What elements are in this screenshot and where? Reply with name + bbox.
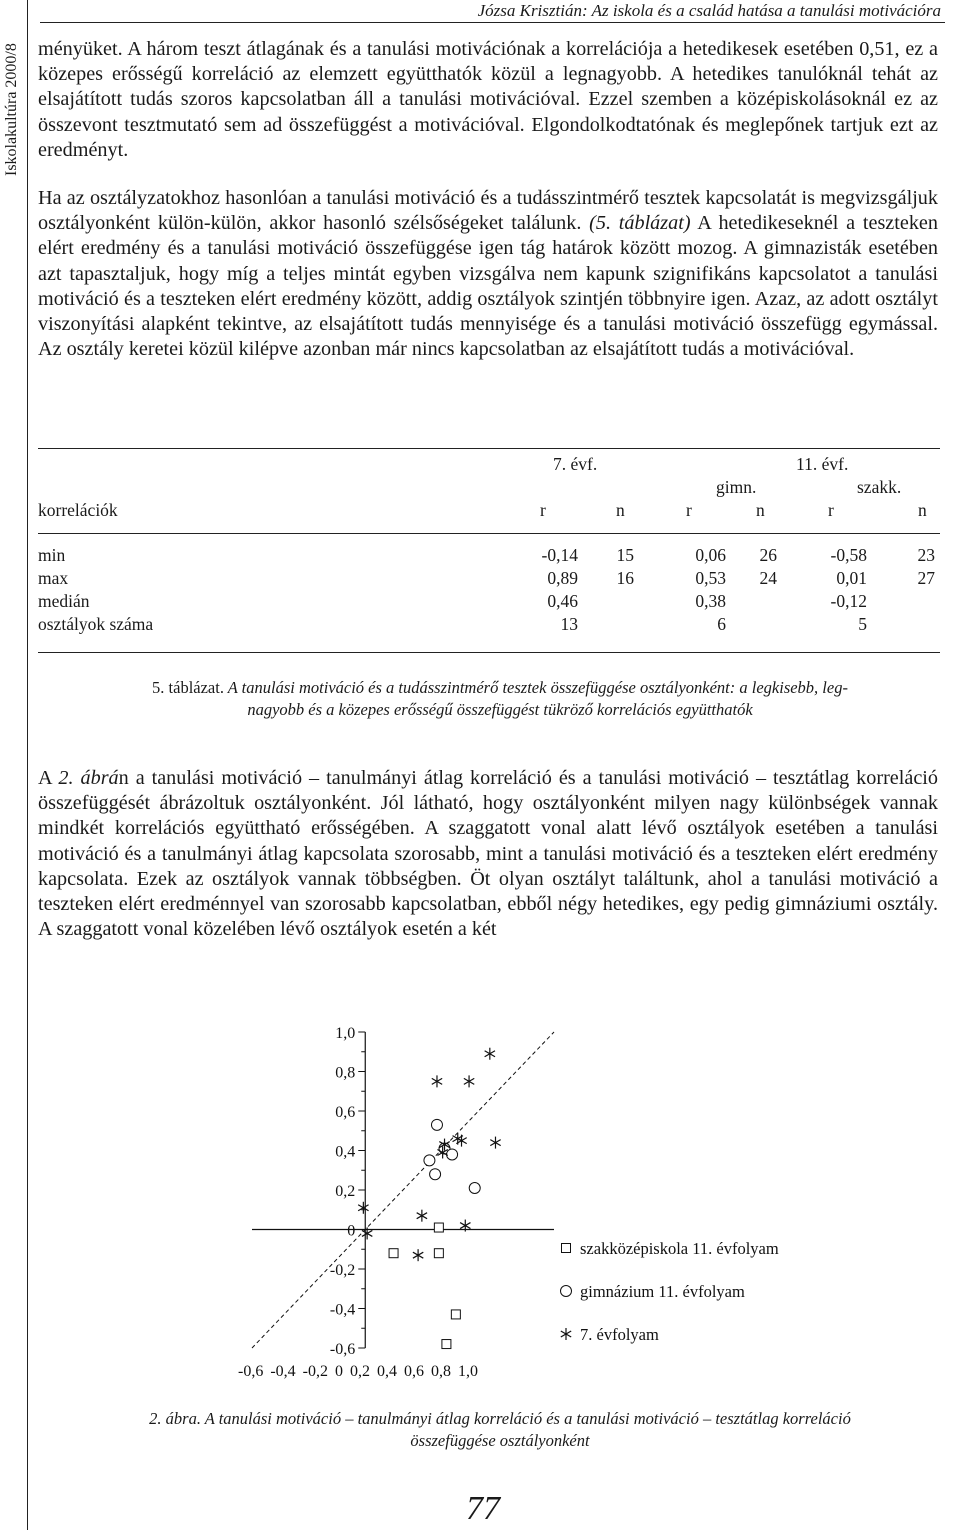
circle-point (447, 1149, 458, 1160)
y-tick-label: 0,4 (335, 1143, 356, 1161)
circle-point (424, 1155, 435, 1166)
table-cell: 0,46 (547, 591, 578, 611)
legend-circle-icon (561, 1286, 572, 1297)
row-label: min (38, 545, 66, 565)
table-cell: 16 (616, 568, 634, 588)
paragraph-1: ményüket. A három teszt átlagának és a tanulási motivációnak a korrelációja a hetedikesek esetében 0,51, ez a közepes erősségű korreláció az elemzett együtthatók közül a legnagyobb. A hetedikes tanulóknál tehát az elsajátított tudás szoros kapcsolatban áll a tanulási motivációval. Ezzel szemben a középiskolásoknál ez az összevont tesztmutató sem ad összefüggést a motivációval. Elgondolkodtatónak és meglepőnek tartjuk ezt az eredményt. (38, 38, 938, 161)
figure-caption-text-2: összefüggése osztályonként (410, 1431, 590, 1450)
table-cell: -0,14 (541, 545, 578, 565)
paragraph-3 (38, 766, 938, 942)
square-point (451, 1310, 460, 1319)
table-top-rule (38, 448, 940, 449)
circle-point (431, 1119, 442, 1130)
table-cell: 0,89 (547, 568, 578, 588)
x-tick-label: 0,8 (430, 1363, 451, 1380)
table-bottom-rule (38, 652, 940, 653)
col-r: r (540, 500, 546, 520)
table-cell: 5 (858, 614, 867, 634)
table-cell: 0,01 (836, 568, 867, 588)
y-tick-label: 0,6 (335, 1104, 356, 1121)
table-caption-text: A tanulási motiváció és a tudásszintmérő tesztek összefüggése osztályonként: a legkisebb, leg- (223, 678, 848, 697)
col-n: n (918, 500, 927, 520)
col-group-szakk: szakk. (857, 477, 902, 497)
col-group-grade11: 11. évf. (796, 454, 849, 474)
page-number: 77 (466, 1490, 500, 1527)
legend-label: 7. évfolyam (580, 1325, 659, 1344)
figure-ref: 2. ábrá (58, 767, 119, 789)
asterisk-point (432, 1075, 442, 1087)
x-tick-label: 0,4 (376, 1363, 397, 1380)
paragraph-2 (38, 186, 938, 362)
square-point (434, 1249, 443, 1258)
square-point (434, 1223, 443, 1232)
figure-caption-text: A tanulási motiváció – tanulmányi átlag korreláció és a tanulási motiváció – tesztátlag korreláció (200, 1409, 851, 1428)
asterisk-point (417, 1210, 427, 1222)
asterisk-point (358, 1202, 368, 1214)
col-r: r (686, 500, 692, 520)
table-cell: -0,12 (830, 591, 867, 611)
scatter-chart (0, 1010, 960, 1410)
table-header-rule (38, 533, 940, 534)
col-group-gimn: gimn. (716, 477, 757, 497)
paragraph-2-text-b: A hetedikeseknél a teszteken elért eredmény és a tanulási motiváció összefüggése igen tág határok között mozog. A gimnazisták esetében azt tapasztaljuk, hogy míg a teljes mintát egyben vizsgálva nem kapunk szignifikáns kapcsolatot a tanulási motiváció és a teszteken elért eredmény között, addig osztályok szintjén többnyire igen. Azaz, az adott osztályt viszonyítási alapként tekintve, az elsajátított tudás mennyisége és a tanulási motiváció összefügg egymással. Az osztály keretei közül kilépve azonban már nincs kapcsolatban az elsajátított tudás a motivációval. (38, 212, 938, 361)
table-cell: 24 (759, 568, 777, 588)
table-caption-text-2: nagyobb és a közepes erősségű összefüggést tükröző korrelációs együtthatók (247, 700, 753, 719)
x-tick-label: -0,6 (238, 1363, 264, 1380)
paragraph-3-text-b: n a tanulási motiváció – tanulmányi átlag korreláció és a tanulási motiváció – tesztátlag korreláció összefüggését ábrázoltuk osztályonként. Jól látható, hogy osztályonként milyen nagy különbségek vannak mindkét korrelációs együttható erősségében. A szaggatott vonal alatt lévő osztályok esetében a tanulási motiváció és a tanulmányi átlag kapcsolata szorosabb, mint a tanulási motiváció és a teszteken elért eredmény kapcsolata. Ezek az osztályok vannak többségben. Öt olyan osztályt találtunk, ahol a tanulási motiváció a teszteken elért eredménnyel van szorosabb kapcsolatban, ebből négy hetedikes, egy pedig gimnáziumi osztály. A szaggatott vonal közelében lévő osztályok esetén a két (38, 767, 938, 941)
paragraph-2-text-a: Ha az osztályzatokhoz hasonlóan a tanulási motiváció és a tudásszintmérő tesztek kapcsolatát is megvizsgáljuk osztályonként külön-külön, akkor hasonló szélsőségeket találunk. (38, 187, 938, 235)
y-tick-label: 1,0 (335, 1025, 356, 1042)
col-group-grade7: 7. évf. (553, 454, 598, 474)
x-tick-label: 0,6 (403, 1363, 424, 1380)
table-cell: 6 (717, 614, 726, 634)
col-n: n (616, 500, 625, 520)
y-tick-label: -0,2 (329, 1262, 356, 1279)
col-n: n (756, 500, 765, 520)
journal-label: Iskolakultúra 2000/8 (3, 43, 20, 176)
legend-asterisk-icon (561, 1328, 571, 1340)
table-cell: 23 (917, 545, 935, 565)
circle-point (430, 1169, 441, 1180)
x-tick-label: 0 (334, 1363, 343, 1380)
circle-point (469, 1183, 480, 1194)
x-tick-label: -0,4 (270, 1363, 296, 1380)
asterisk-point (490, 1137, 500, 1149)
table-cell: 26 (759, 545, 777, 565)
table-cell: 13 (560, 614, 578, 634)
row-header: korrelációk (38, 500, 118, 520)
table-ref: (5. táblázat) (589, 212, 691, 235)
row-label: medián (38, 591, 90, 611)
legend-label: gimnázium 11. évfolyam (580, 1282, 745, 1301)
col-r: r (828, 500, 834, 520)
running-header (40, 0, 945, 23)
table-cell: 27 (917, 568, 935, 588)
table-caption-label: 5. táblázat. (152, 678, 224, 697)
legend-square-icon (562, 1244, 571, 1253)
legend-label: szakközépiskola 11. évfolyam (580, 1239, 779, 1258)
figure-caption-label: 2. ábra. (149, 1409, 201, 1428)
asterisk-point (413, 1249, 423, 1261)
y-tick-label: 0 (347, 1222, 356, 1240)
table-cell: -0,58 (830, 545, 867, 565)
square-point (442, 1340, 451, 1349)
running-title: Józsa Krisztián: Az iskola és a család hatása a tanulási motivációra (477, 1, 941, 20)
diagonal-line (252, 1032, 554, 1348)
row-label: osztályok száma (38, 614, 154, 634)
table-cell: 15 (616, 545, 634, 565)
table-cell: 0,38 (695, 591, 726, 611)
table-cell: 0,53 (695, 568, 726, 588)
y-tick-label: -0,6 (329, 1341, 356, 1358)
y-tick-label: -0,4 (329, 1301, 356, 1319)
y-tick-label: 0,8 (335, 1064, 356, 1082)
asterisk-point (485, 1048, 495, 1060)
asterisk-point (464, 1075, 474, 1087)
row-label: max (38, 568, 69, 588)
square-point (389, 1249, 398, 1258)
x-tick-label: 1,0 (457, 1363, 478, 1380)
x-tick-label: -0,2 (302, 1363, 328, 1380)
x-tick-label: 0,2 (349, 1363, 370, 1380)
paragraph-3-text-a: A (38, 767, 59, 789)
table-caption (66, 677, 934, 721)
y-tick-label: 0,2 (335, 1183, 356, 1200)
table-cell: 0,06 (695, 545, 726, 565)
figure-caption (66, 1408, 934, 1452)
